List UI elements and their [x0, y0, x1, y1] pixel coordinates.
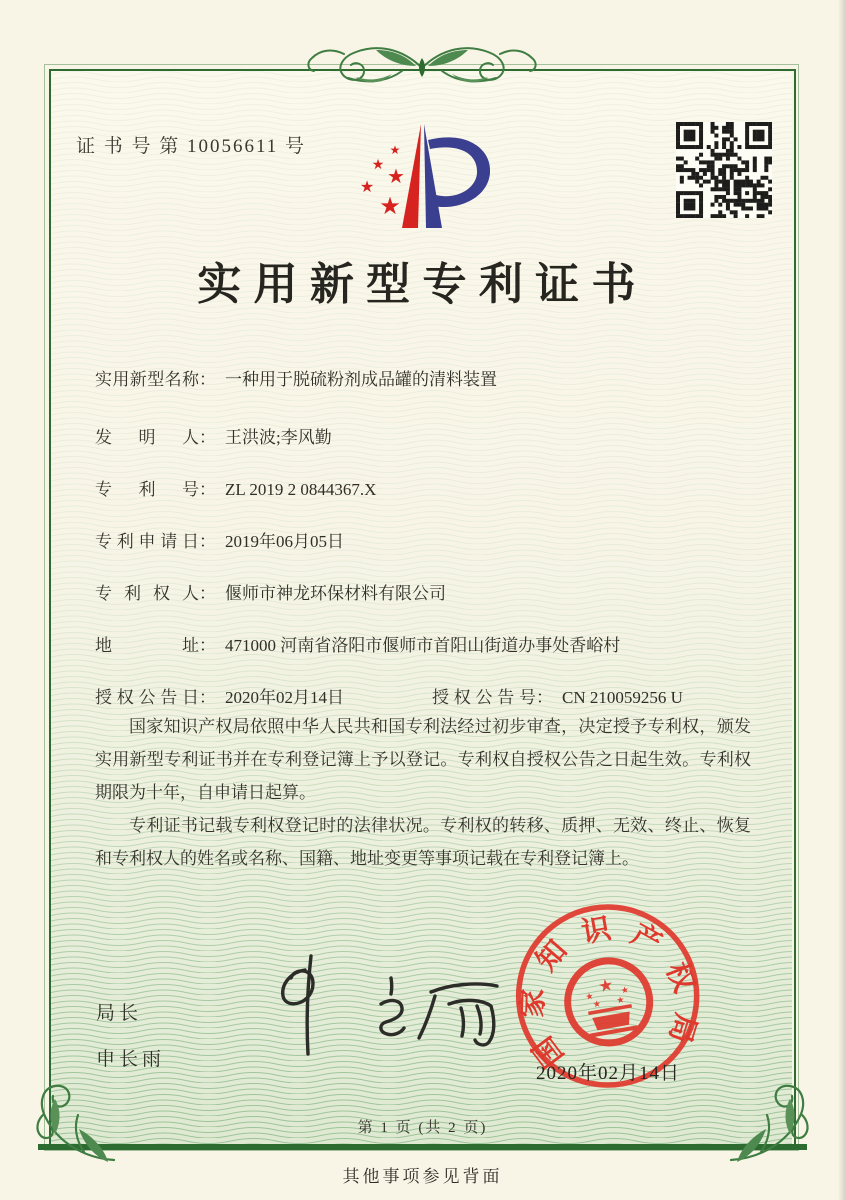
- field-value: 偃师市神龙环保材料有限公司: [225, 584, 446, 603]
- field-value: 2020年02月14日: [225, 688, 344, 707]
- paragraph: 国家知识产权局依照中华人民共和国专利法经过初步审查，决定授予专利权，颁发实用新型专利证书并在专利登记簿上予以登记。专利权自授权公告之日起生效。专利权期限为十年，自申请日起算。: [95, 717, 751, 802]
- field-value: 一种用于脱硫粉剂成品罐的清料装置: [225, 370, 497, 389]
- national-emblem-icon: [561, 954, 656, 1049]
- field-pair: [432, 686, 683, 710]
- svg-text:★: ★: [592, 999, 602, 1011]
- director-signature-icon: [255, 948, 535, 1058]
- field-colon: ：: [536, 688, 553, 707]
- field-label: 专利权人: [95, 584, 199, 603]
- svg-text:局: 局: [662, 1009, 702, 1047]
- certificate-number: 证 书 号 第 10056611 号: [76, 136, 307, 157]
- field-pair: [95, 478, 376, 502]
- body-paragraphs: [95, 710, 751, 875]
- field-label: 专利号: [95, 480, 199, 499]
- border-frame-bottom-rule: [38, 1144, 807, 1150]
- page-number: 第 1 页 (共 2 页): [357, 1120, 488, 1136]
- field-pair: [95, 582, 446, 606]
- svg-text:家: 家: [516, 988, 550, 1019]
- field-label: 地址: [95, 636, 199, 655]
- officer-block: [96, 998, 165, 1071]
- svg-text:★: ★: [379, 192, 401, 220]
- officer-name: 申长雨: [96, 1049, 166, 1070]
- field-value: 2019年06月05日: [225, 532, 344, 551]
- top-flourish-ornament: [292, 38, 552, 98]
- svg-text:识: 识: [579, 912, 614, 950]
- certificate-title: 实用新型专利证书: [197, 260, 648, 309]
- field-pair: [95, 530, 344, 554]
- svg-text:★: ★: [359, 177, 375, 196]
- field-row: [95, 582, 755, 634]
- field-value: 王洪波;李风勤: [225, 428, 332, 447]
- field-colon: ：: [199, 532, 216, 551]
- svg-text:★: ★: [389, 143, 401, 157]
- svg-text:★: ★: [596, 975, 616, 998]
- logo-p-bowl: [428, 137, 490, 207]
- field-colon: ：: [199, 688, 216, 707]
- svg-text:★: ★: [584, 991, 595, 1003]
- field-pair: [95, 634, 620, 658]
- field-label: 实用新型名称: [95, 370, 199, 389]
- svg-text:★: ★: [615, 995, 626, 1007]
- svg-text:知: 知: [530, 934, 574, 978]
- fields: [95, 368, 755, 738]
- field-row: [95, 634, 755, 686]
- field-label: 授权公告号: [432, 688, 536, 707]
- field-colon: ：: [199, 428, 216, 447]
- field-pair: [95, 686, 432, 710]
- field-row: [95, 368, 755, 426]
- field-colon: ：: [199, 636, 216, 655]
- field-label: 授权公告日: [95, 688, 199, 707]
- field-row: [95, 426, 755, 478]
- cnipa-logo-icon: [340, 116, 520, 236]
- svg-text:权: 权: [659, 957, 701, 997]
- back-side-note: 其他事项参见背面: [342, 1167, 503, 1186]
- field-colon: ：: [199, 584, 216, 603]
- officer-title: 局长: [96, 1003, 143, 1024]
- svg-text:★: ★: [620, 985, 630, 997]
- field-label: 发明人: [95, 428, 199, 447]
- field-row: [95, 478, 755, 530]
- svg-text:国: 国: [527, 1030, 571, 1073]
- paragraph: 专利证书记载专利权登记时的法律状况。专利权的转移、质押、无效、终止、恢复和专利权人的姓名或名称、国籍、地址变更等事项记载在专利登记簿上。: [95, 816, 751, 868]
- svg-text:产: 产: [625, 918, 667, 961]
- seal-date: 2020年02月14日: [535, 1063, 680, 1084]
- field-row: [95, 530, 755, 582]
- svg-text:★: ★: [371, 157, 385, 173]
- logo-stars: [360, 143, 405, 220]
- field-colon: ：: [199, 370, 216, 389]
- field-value: 471000 河南省洛阳市偃师市首阳山街道办事处香峪村: [225, 636, 621, 655]
- field-label: 专利申请日: [95, 532, 199, 551]
- field-colon: ：: [199, 480, 216, 499]
- field-pair: [95, 368, 497, 392]
- field-value: ZL 2019 2 0844367.X: [225, 480, 377, 499]
- field-value: CN 210059256 U: [562, 688, 683, 707]
- qr-code-icon: [676, 122, 772, 218]
- svg-text:★: ★: [387, 164, 405, 188]
- field-pair: [95, 426, 332, 450]
